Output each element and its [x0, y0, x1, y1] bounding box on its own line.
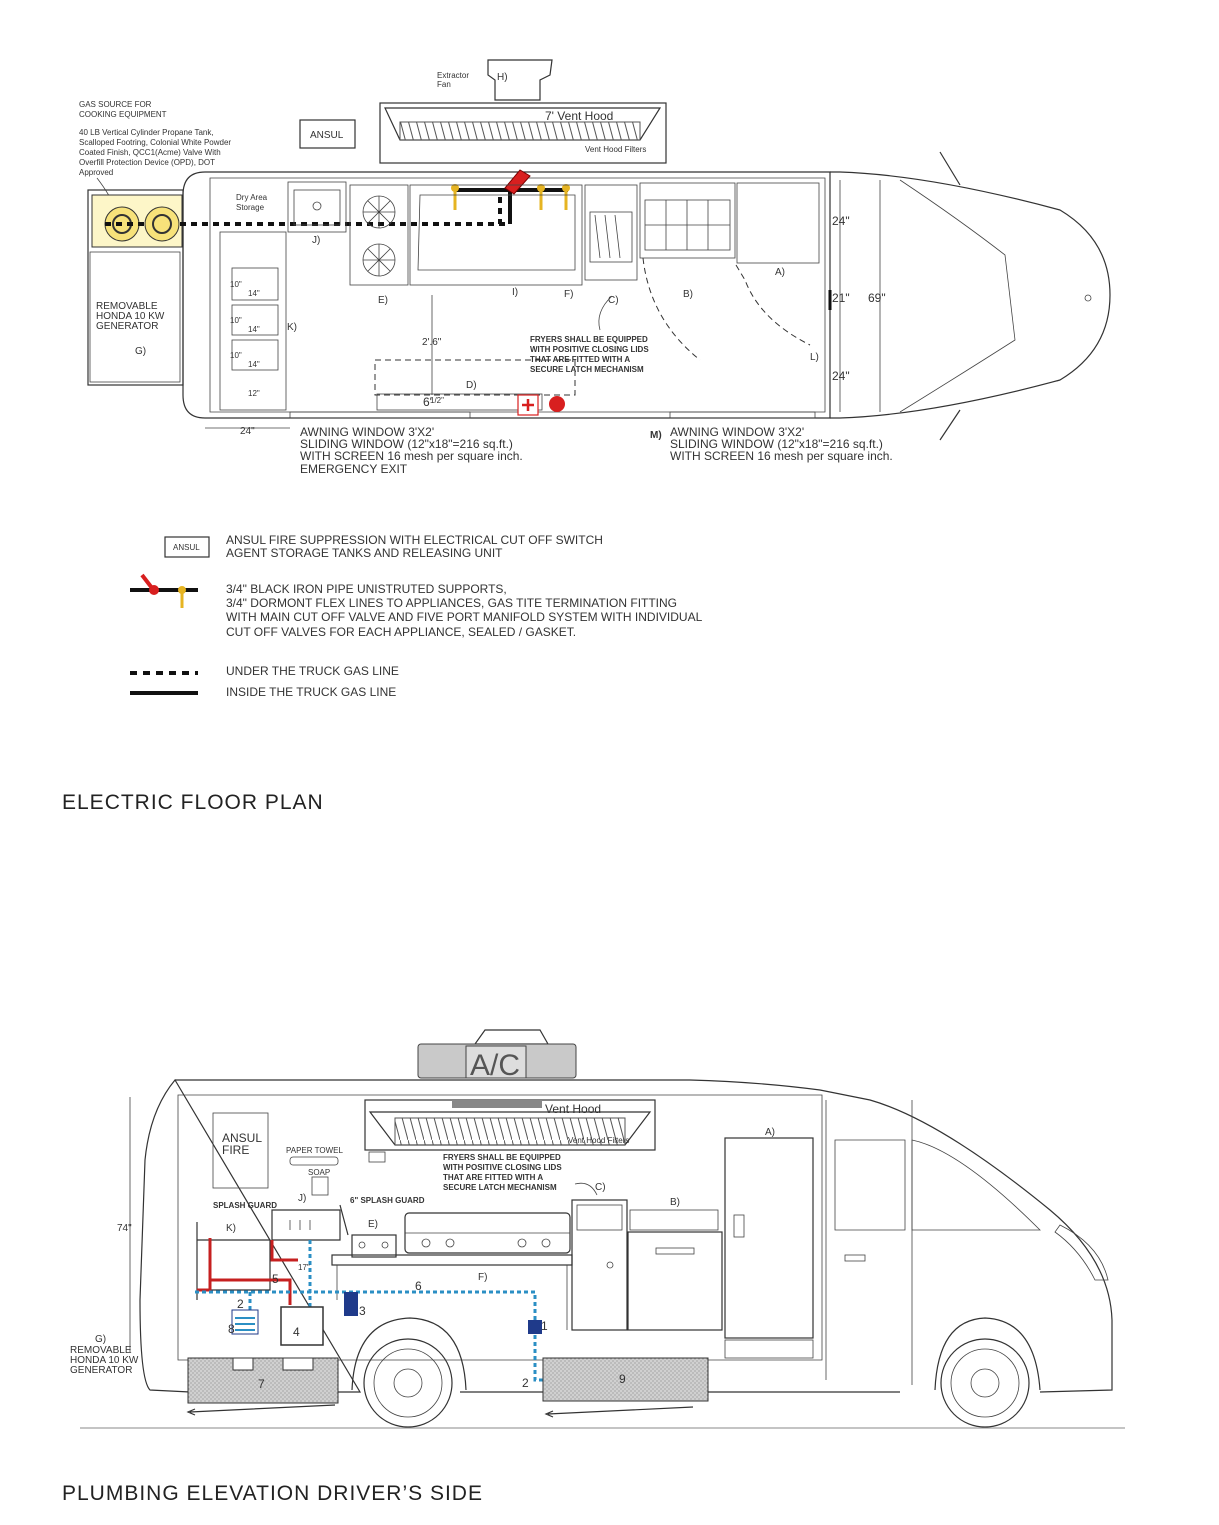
shelf-dim-4: 14" [248, 325, 260, 334]
elev-fryer-c [572, 1200, 627, 1330]
rear-wheel [364, 1339, 452, 1427]
water-pump [344, 1292, 358, 1316]
legend-under-text: UNDER THE TRUCK GAS LINE [226, 664, 399, 678]
tank-desc-2: Scalloped Footring, Colonial White Powder [79, 138, 232, 147]
elev-tag-k: K) [226, 1223, 236, 1234]
fryer-basket-lines [595, 215, 620, 258]
freezer-handle [734, 1215, 744, 1237]
elev-tag-c: C) [595, 1182, 606, 1193]
legend-ansul-text-1: ANSUL FIRE SUPPRESSION WITH ELECTRICAL CUT OFF SWITCH [226, 533, 603, 547]
shelf-dim-5: 10" [230, 351, 242, 360]
ansul-box-label: ANSUL [310, 130, 344, 141]
dim-24-left: 24" [240, 426, 255, 437]
elev-tag-e: E) [368, 1219, 378, 1230]
legend-pipe-valve-handle [142, 575, 152, 588]
elev-fryer-note-2: WITH POSITIVE CLOSING LIDS [443, 1163, 562, 1172]
griddle-top [418, 195, 575, 270]
tank-desc-4: Overfill Protection Device (OPD), DOT [79, 158, 216, 167]
elev-tag-b: B) [670, 1197, 680, 1208]
num-5: 5 [272, 1272, 279, 1286]
truck-body-plan [183, 172, 830, 418]
ansul-fire-1: ANSUL [222, 1131, 263, 1145]
legend-ansul-text-2: AGENT STORAGE TANKS AND RELEASING UNIT [226, 546, 503, 560]
tag-e: E) [378, 295, 388, 306]
griddle-knob-4 [542, 1239, 550, 1247]
rear-wheel-hub [394, 1369, 422, 1397]
range-knob-2 [382, 1242, 388, 1248]
paper-towel-holder [290, 1157, 338, 1165]
dim-21: 21" [832, 291, 850, 305]
griddle-knob-3 [518, 1239, 526, 1247]
hand-sink-drain [313, 202, 321, 210]
height-dim: 74" [117, 1223, 132, 1234]
extractor-label-1: Extractor [437, 71, 470, 80]
legend [130, 533, 703, 699]
num-2a: 2 [237, 1297, 244, 1311]
cab-knob [1085, 295, 1091, 301]
gas-source-title-2: COOKING EQUIPMENT [79, 110, 167, 119]
shelf-dim-7: 12" [248, 389, 260, 398]
extractor-label-2: Fan [437, 80, 451, 89]
tag-d: D) [466, 380, 477, 391]
elev-gen-3: GENERATOR [70, 1365, 133, 1376]
elev-range-e [352, 1235, 396, 1257]
rear-wheel-arch [352, 1318, 466, 1390]
fridge-handle [656, 1248, 694, 1254]
freezer-a [737, 183, 819, 263]
refrigerator-grid [645, 200, 730, 250]
tag-k: K) [287, 322, 297, 333]
elev-tag-f: F) [478, 1272, 488, 1283]
window-left-1: AWNING WINDOW 3'X2' [300, 425, 435, 439]
fryer-c [585, 185, 637, 280]
plumbing-elevation-title: PLUMBING ELEVATION DRIVER’S SIDE [62, 1482, 483, 1505]
dry-storage-2: Storage [236, 203, 265, 212]
aisle-dim: 2'.6" [422, 337, 442, 348]
fryer-note-1: FRYERS SHALL BE EQUIPPED [530, 335, 648, 344]
shelf-dim-2: 14" [248, 289, 260, 298]
num-7: 7 [258, 1377, 265, 1391]
tank-9-drain-arrow [546, 1407, 693, 1417]
legend-pipe-text-2: 3/4" DORMONT FLEX LINES TO APPLIANCES, GAS TITE TERMINATION FITTING [226, 596, 678, 610]
cab-door-lines [826, 1100, 912, 1385]
tag-a: A) [775, 267, 785, 278]
extractor-tag: H) [497, 72, 508, 83]
num-8: 8 [228, 1322, 235, 1336]
paper-towel-label: PAPER TOWEL [286, 1146, 343, 1155]
cab-front-window [912, 1140, 1040, 1230]
num-1: 1 [541, 1319, 548, 1333]
window-left-2: SLIDING WINDOW (12"x18"=216 sq.ft.) [300, 437, 513, 451]
gas-source-title-1: GAS SOURCE FOR [79, 100, 152, 109]
elev-fryer-note-4: SECURE LATCH MECHANISM [443, 1183, 557, 1192]
tank-desc-3: Coated Finish, QCC1(Acme) Valve With [79, 148, 221, 157]
cold-water-line-2 [250, 1240, 310, 1310]
legend-pipe-text-4: CUT OFF VALVES FOR EACH APPLIANCE, SEALED / GASKET. [226, 625, 577, 639]
splash-guard-label: SPLASH GUARD [213, 1201, 278, 1210]
tag-m: M) [650, 430, 662, 441]
tag-l: L) [810, 352, 819, 363]
tank-7-port-1 [233, 1358, 253, 1370]
legend-pipe-valve [149, 585, 159, 595]
vent-hood-label: 7' Vent Hood [545, 109, 614, 123]
front-wheel [941, 1339, 1029, 1427]
hand-sink-j [272, 1210, 340, 1240]
fryer-note-3: THAT ARE FITTED WITH A [530, 355, 631, 364]
elev-hood-duct [452, 1100, 542, 1108]
splash-guard-6 [340, 1205, 348, 1235]
generator-tag: G) [135, 346, 147, 357]
hand-sink-basin [294, 190, 340, 225]
window-right-plan [670, 412, 815, 418]
ansul-fire-2: FIRE [222, 1143, 250, 1157]
num-6: 6 [415, 1279, 422, 1293]
splash-guard-6-label: 6" SPLASH GUARD [350, 1196, 425, 1205]
vent-hood-filters-label: Vent Hood Filters [585, 145, 647, 154]
tank-7-port-2 [283, 1358, 313, 1370]
dim-24-bottom: 24" [832, 369, 850, 383]
tank-desc-1: 40 LB Vertical Cylinder Propane Tank, [79, 128, 214, 137]
griddle-knob-2 [446, 1239, 454, 1247]
soap-label: SOAP [308, 1168, 331, 1177]
elev-tag-a: A) [765, 1127, 775, 1138]
dim-24-top: 24" [832, 214, 850, 228]
counter-half: 1/2" [430, 396, 444, 405]
num-4: 4 [293, 1325, 300, 1339]
fryer-knob [607, 1262, 613, 1268]
dim-69: 69" [868, 291, 886, 305]
generator-label-2: HONDA 10 KW [96, 311, 165, 322]
fryer-note-2: WITH POSITIVE CLOSING LIDS [530, 345, 649, 354]
refrigerator-b [640, 183, 735, 258]
tank-7-drain-arrow [188, 1405, 335, 1415]
cab-side-window [835, 1140, 905, 1230]
elev-gen-2: HONDA 10 KW [70, 1355, 139, 1366]
shelf-dim-3: 10" [230, 316, 242, 325]
fryer-top [577, 1205, 622, 1230]
front-wheel-arch [935, 1318, 1040, 1390]
legend-inside-text: INSIDE THE TRUCK GAS LINE [226, 685, 397, 699]
griddle-knobs [422, 1239, 550, 1247]
rear-wheel-rim [374, 1349, 442, 1417]
water-heater [281, 1307, 323, 1345]
elev-vent-hood-filters-label: Vent Hood Filters [568, 1136, 630, 1145]
num-9: 9 [619, 1372, 626, 1386]
generator-label-3: GENERATOR [96, 321, 159, 332]
plumbing-elevation [70, 1030, 1125, 1428]
elev-fryer-note-3: THAT ARE FITTED WITH A [443, 1173, 544, 1182]
fire-extinguisher-icon [549, 396, 565, 412]
ac-label: A/C [470, 1049, 521, 1082]
legend-ansul-label: ANSUL [173, 543, 200, 552]
hood-light [369, 1152, 385, 1162]
tag-c: C) [608, 295, 619, 306]
fridge-top-b [630, 1210, 718, 1230]
elev-freezer-a [725, 1138, 813, 1338]
tag-b: B) [683, 289, 693, 300]
cab-windshield [900, 180, 1015, 412]
legend-flex-valve [178, 586, 186, 594]
elev-fryer-leader [575, 1183, 597, 1195]
elev-tag-j: J) [298, 1193, 307, 1204]
window-left-3: WITH SCREEN 16 mesh per square inch. [300, 449, 523, 463]
dim-17: 17" [298, 1263, 310, 1272]
window-right-1: AWNING WINDOW 3'X2' [670, 425, 805, 439]
elev-refrigerator-b [628, 1232, 722, 1330]
window-left-plan [290, 412, 470, 418]
elev-vent-hood-label: Vent Hood [545, 1102, 602, 1116]
propane-tank-2 [145, 207, 179, 241]
legend-pipe-text-3: WITH MAIN CUT OFF VALVE AND FIVE PORT MANIFOLD SYSTEM WITH INDIVIDUAL [226, 610, 703, 624]
shelf-dim-6: 14" [248, 360, 260, 369]
elev-gen-1: REMOVABLE [70, 1345, 132, 1356]
dry-storage-1: Dry Area [236, 193, 268, 202]
tag-i: I) [512, 287, 519, 298]
tag-f: F) [564, 289, 574, 300]
counter-d [377, 394, 542, 410]
num-2b: 2 [522, 1376, 529, 1390]
door-handle [845, 1255, 865, 1261]
floor-plan [79, 60, 1110, 476]
griddle-knob-1 [422, 1239, 430, 1247]
fridge-door-swing-2 [736, 265, 810, 345]
tank-desc-5: Approved [79, 168, 114, 177]
legend-pipe-text-1: 3/4" BLACK IRON PIPE UNISTRUTED SUPPORTS, [226, 582, 507, 596]
window-right-3: WITH SCREEN 16 mesh per square inch. [670, 449, 893, 463]
cab-mirrors [940, 152, 960, 440]
freezer-vents [725, 1340, 813, 1358]
window-right-2: SLIDING WINDOW (12"x18"=216 sq.ft.) [670, 437, 883, 451]
counter-dim: 6' [423, 395, 432, 409]
front-wheel-hub [971, 1369, 999, 1397]
roof-vent [475, 1030, 548, 1044]
elev-fryer-note-1: FRYERS SHALL BE EQUIPPED [443, 1153, 561, 1162]
elev-gen-tag: G) [95, 1334, 107, 1345]
window-left-4: EMERGENCY EXIT [300, 462, 408, 476]
fridge-door-swing-1 [643, 258, 700, 360]
electric-floor-plan-title: ELECTRIC FLOOR PLAN [62, 791, 324, 814]
tag-j: J) [312, 235, 321, 246]
num-3: 3 [359, 1304, 366, 1318]
generator-label-1: REMOVABLE [96, 301, 158, 312]
front-wheel-rim [951, 1349, 1019, 1417]
filter-valve [528, 1320, 542, 1334]
soap-dispenser [312, 1177, 328, 1195]
fridge-grid-lines [645, 200, 730, 250]
vent-hood-filters [400, 122, 640, 140]
shelf-dim-1: 10" [230, 280, 242, 289]
range-knob-1 [359, 1242, 365, 1248]
fryer-basket [590, 212, 632, 262]
hand-sink-faucets [290, 1220, 310, 1230]
fryer-note-4: SECURE LATCH MECHANISM [530, 365, 644, 374]
